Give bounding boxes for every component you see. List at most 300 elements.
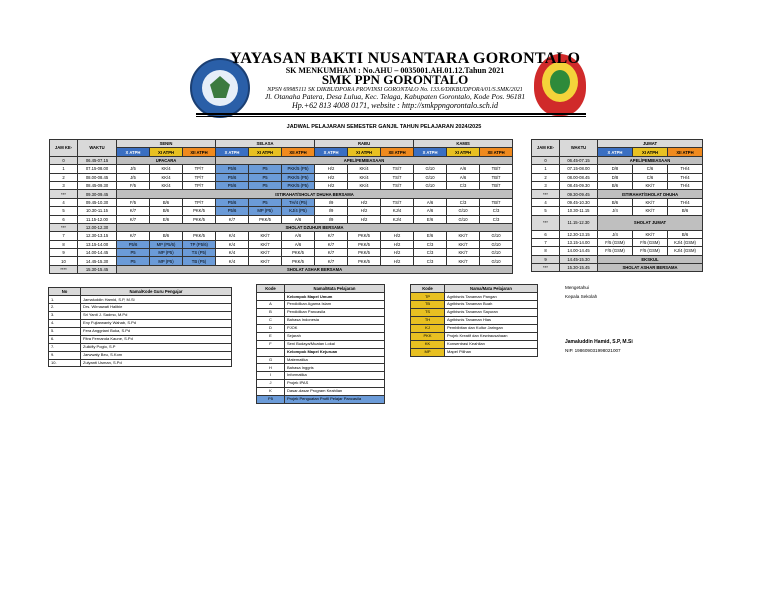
jam-cell: 4 — [532, 198, 560, 206]
teacher-number: 4. — [49, 320, 81, 328]
lesson-cell: H/2 — [381, 257, 414, 265]
schedule-row — [50, 165, 513, 173]
code-header: Kode — [257, 285, 285, 293]
class-header: XI ATPH — [150, 148, 183, 156]
lesson-cell: K/7 — [315, 232, 348, 240]
subject-code: KK — [411, 340, 445, 348]
subject-code: D — [257, 324, 285, 332]
lesson-cell: KK/4 — [348, 173, 381, 181]
lesson-cell: J/4 — [598, 207, 633, 215]
lesson-cell: MP (P5) — [249, 207, 282, 215]
jam-cell: 3 — [50, 181, 78, 189]
teacher-name: Drs. Wirnawati Halibie — [81, 304, 232, 312]
lesson-cell: P5 — [249, 181, 282, 189]
class-header: XI ATPH — [633, 148, 668, 156]
waktu-cell: 06.45-07.15 — [78, 156, 117, 164]
document-title: JADWAL PELAJARAN SEMESTER GANJIL TAHUN PELAJARAN 2024/2025 — [286, 124, 482, 130]
subject-name: Projek IPAS — [285, 380, 385, 388]
subject-name: Agribisnis Tanaman Sayuran — [445, 309, 538, 317]
lesson-cell: B/6 — [668, 207, 703, 215]
vocational-subject-table — [410, 284, 538, 357]
acknowledged-label: Mengetahui — [565, 285, 590, 290]
lesson-cell: TB/7 — [480, 181, 513, 189]
lesson-cell: TH/4 — [668, 181, 703, 189]
jam-cell: 6 — [50, 215, 78, 223]
lesson-cell: P5/6 — [117, 240, 150, 248]
subject-name: Projek Penguatan Profil Pelajar Pancasila — [285, 395, 385, 403]
lesson-cell: MP (P5/6) — [150, 240, 183, 248]
lesson-cell: TB (P5) — [183, 257, 216, 265]
lesson-cell: PKK/5 — [282, 257, 315, 265]
lesson-cell: MP (P5) — [150, 249, 183, 257]
lesson-cell: A/6 — [447, 173, 480, 181]
subject-code: J — [257, 380, 285, 388]
jam-cell: 5 — [50, 207, 78, 215]
schedule-row — [532, 165, 703, 173]
jam-cell: *** — [532, 215, 560, 230]
subject-code: C — [257, 317, 285, 325]
lesson-cell: A/6 — [282, 240, 315, 248]
lesson-cell: C/3 — [480, 215, 513, 223]
subject-row — [257, 388, 385, 396]
subject-name: Agribisnis Tanaman Buah — [445, 301, 538, 309]
jam-cell: *** — [532, 190, 560, 198]
subject-name: Sejarah — [285, 332, 385, 340]
schedule-row — [532, 190, 703, 198]
class-header: XI ATPH — [447, 148, 480, 156]
jam-cell: 8 — [532, 247, 560, 255]
subject-code: I — [257, 372, 285, 380]
day-header: JUMAT — [598, 140, 703, 148]
jam-cell: 0 — [532, 156, 560, 164]
lesson-cell: K/7 — [315, 257, 348, 265]
lesson-cell: H/2 — [381, 249, 414, 257]
waktu-cell: 11.15-12.00 — [78, 215, 117, 223]
teacher-number: 1. — [49, 296, 81, 304]
schedule-row — [532, 255, 703, 263]
subject-code: TH — [411, 317, 445, 325]
lesson-cell: B/6 — [150, 207, 183, 215]
jam-cell: 3 — [532, 181, 560, 189]
day-header: SELASA — [216, 140, 315, 148]
lesson-cell: B/6 — [150, 198, 183, 206]
lesson-cell: E/6 — [150, 215, 183, 223]
lesson-cell: P5 — [249, 198, 282, 206]
subject-name: Kelompok Mapel Umum — [285, 293, 385, 301]
school-address: Jl. Otanaha Patera, Desa Lulua, Kec. Telaga, Kabupaten Gorontalo, Kode Pos. 96181 — [264, 92, 526, 101]
lesson-cell: PKK/5 — [348, 257, 381, 265]
subject-row — [411, 317, 538, 325]
teacher-name: Fitra Fernanda Kaune, S.Pd — [81, 335, 232, 343]
lesson-cell: G/10 — [480, 232, 513, 240]
school-contact: Hp.+62 813 4008 0171, website : http://smkppngorontalo.sch.id — [292, 101, 498, 110]
schedule-row — [532, 156, 703, 164]
lesson-cell: P5/6 — [216, 181, 249, 189]
subject-code: G — [257, 356, 285, 364]
subject-group-row — [257, 293, 385, 301]
lesson-cell: H/2 — [315, 173, 348, 181]
teacher-number: 6. — [49, 335, 81, 343]
lesson-cell: P5 — [249, 165, 282, 173]
lesson-cell: H/2 — [348, 207, 381, 215]
lesson-cell: TH/4 — [668, 165, 703, 173]
waktu-cell: 12.30-13.15 — [560, 230, 598, 238]
lesson-cell: TP (P5/6) — [183, 240, 216, 248]
subject-code: F — [257, 340, 285, 348]
lesson-cell: G/10 — [414, 173, 447, 181]
waktu-cell: 07.15-08.00 — [560, 165, 598, 173]
teacher-number: 10. — [49, 359, 81, 367]
waktu-cell: 15.30-15.45 — [78, 265, 117, 273]
lesson-cell: TP/7 — [183, 181, 216, 189]
waktu-cell: 13.15-14.00 — [560, 238, 598, 246]
lesson-cell: C/3 — [447, 181, 480, 189]
no-header: No — [49, 288, 81, 296]
lesson-cell: K/4 — [216, 232, 249, 240]
lesson-cell: C/3 — [480, 207, 513, 215]
subject-row — [257, 395, 385, 403]
lesson-cell: KJ/4 (GSM) — [668, 247, 703, 255]
jam-cell: 2 — [50, 173, 78, 181]
jam-cell: 2 — [532, 173, 560, 181]
teacher-number: 9. — [49, 351, 81, 359]
waktu-cell: 14.00-14.45 — [560, 247, 598, 255]
subject-name: Bahasa Indonesia — [285, 317, 385, 325]
subject-row — [257, 372, 385, 380]
lesson-cell: TP/7 — [183, 198, 216, 206]
break-cell: SHOLAT ASHAR BERSAMA — [598, 264, 703, 272]
lesson-cell: PKK/5 — [282, 249, 315, 257]
jam-cell: 4 — [50, 198, 78, 206]
subject-name: Agribisnis Tanaman Hias — [445, 317, 538, 325]
lesson-cell: PKK/5 — [348, 240, 381, 248]
subject-name: Informatika — [285, 372, 385, 380]
teacher-name: Zulyanti Usman, S.Pd — [81, 359, 232, 367]
schedule-row — [50, 190, 513, 198]
jam-cell: 7 — [50, 232, 78, 240]
teacher-number: 7. — [49, 343, 81, 351]
subject-code: B — [257, 309, 285, 317]
lesson-cell: H/2 — [381, 240, 414, 248]
lesson-cell: KK/7 — [249, 240, 282, 248]
schedule-row — [532, 198, 703, 206]
waktu-cell: 07.15-08.00 — [78, 165, 117, 173]
lesson-cell: TH/4 — [668, 198, 703, 206]
waktu-cell: 06.45-07.15 — [560, 156, 598, 164]
jam-header: JAM KE- — [50, 140, 78, 157]
schedule-row — [50, 181, 513, 189]
waktu-cell: 12.00-12.30 — [78, 223, 117, 231]
lesson-cell: PKK/5 (P5) — [282, 165, 315, 173]
lesson-cell: K/4 — [216, 257, 249, 265]
lesson-cell: TH/4 (P5) — [282, 198, 315, 206]
teacher-name: Fera Anggriani Buka, S.Pd — [81, 327, 232, 335]
waktu-cell: 11.15-12.30 — [560, 215, 598, 230]
waktu-cell: 13.15-14.00 — [78, 240, 117, 248]
class-header: XII ATPH — [381, 148, 414, 156]
lesson-cell: F/5 (GSM) — [598, 247, 633, 255]
teacher-row — [49, 335, 232, 343]
teacher-name: Zulkifly Pogio, S.P — [81, 343, 232, 351]
subject-row — [257, 317, 385, 325]
lesson-cell: C/3 — [447, 198, 480, 206]
lesson-cell: K/7 — [117, 207, 150, 215]
code-header: Kode — [411, 285, 445, 293]
subject-name: Mapel Pilihan — [445, 348, 538, 356]
teacher-name: Jarwwaty Beu, S.Kom — [81, 351, 232, 359]
lesson-cell: KJ/4 (P5) — [282, 207, 315, 215]
lesson-cell: K/7 — [117, 232, 150, 240]
jam-cell: 7 — [532, 238, 560, 246]
lesson-cell: P5 — [117, 257, 150, 265]
break-cell: SHOLAT ASHAR BERSAMA — [117, 265, 513, 273]
waktu-cell: 10.30-11.15 — [78, 207, 117, 215]
jam-cell: **** — [50, 265, 78, 273]
subject-row — [257, 364, 385, 372]
subject-name: Matematika — [285, 356, 385, 364]
teacher-row — [49, 327, 232, 335]
class-header: X ATPH — [414, 148, 447, 156]
subject-name-header: Nama/Mata Pelajaran — [285, 285, 385, 293]
day-header: RABU — [315, 140, 414, 148]
teacher-row — [49, 304, 232, 312]
lesson-cell: I/9 — [315, 207, 348, 215]
subject-code: PKK — [411, 332, 445, 340]
jam-cell: 1 — [532, 165, 560, 173]
lesson-cell: TP/7 — [183, 173, 216, 181]
subject-row — [257, 309, 385, 317]
lesson-cell: PKK/5 — [348, 249, 381, 257]
jam-cell: 9 — [50, 249, 78, 257]
schedule-row — [50, 232, 513, 240]
waktu-cell: 12.30-13.15 — [78, 232, 117, 240]
weekly-schedule-table — [49, 139, 513, 274]
decree-number: SK MENKUMHAM : No.AHU – 0035001.AH.01.12.Tahun 2021 — [285, 66, 505, 75]
foundation-name: YAYASAN BAKTI NUSANTARA GORONTALO — [230, 50, 581, 67]
lesson-cell: KK/7 — [447, 240, 480, 248]
lesson-cell: PKK/5 — [183, 215, 216, 223]
schedule-row — [50, 257, 513, 265]
lesson-cell: F/5 — [117, 198, 150, 206]
subject-code: MP — [411, 348, 445, 356]
waktu-cell: 09.45-10.30 — [560, 198, 598, 206]
lesson-cell: KK/4 — [150, 173, 183, 181]
jam-cell: 9 — [532, 255, 560, 263]
waktu-cell: 14.45-15.30 — [560, 255, 598, 263]
subject-code: K — [257, 388, 285, 396]
waktu-header: WAKTU — [78, 140, 117, 157]
lesson-cell: KK/4 — [348, 165, 381, 173]
lesson-cell: F/5 — [117, 181, 150, 189]
teacher-number: 2. — [49, 304, 81, 312]
schedule-row — [50, 198, 513, 206]
schedule-row — [50, 215, 513, 223]
lesson-cell: G/10 — [480, 249, 513, 257]
jam-cell: 6 — [532, 230, 560, 238]
lesson-cell: D/8 — [598, 173, 633, 181]
lesson-cell: C/3 — [414, 257, 447, 265]
subject-code — [257, 293, 285, 301]
lesson-cell: G/10 — [480, 257, 513, 265]
jam-cell: *** — [50, 223, 78, 231]
subject-code: E — [257, 332, 285, 340]
schedule-row — [50, 249, 513, 257]
schedule-row — [50, 156, 513, 164]
jam-header: JAM KE- — [532, 140, 560, 157]
assembly-cell: APEL/PEMBIASAAN — [216, 156, 513, 164]
lesson-cell: TS/7 — [381, 173, 414, 181]
subject-code — [257, 348, 285, 356]
subject-row — [411, 324, 538, 332]
subject-row — [411, 348, 538, 356]
lesson-cell: K/4 — [216, 249, 249, 257]
jam-cell: *** — [50, 190, 78, 198]
lesson-cell: H/2 — [381, 232, 414, 240]
waktu-cell: 10.30-11.15 — [560, 207, 598, 215]
break-cell: SHOLAT DZUHUR BERSAMA — [117, 223, 513, 231]
lesson-cell: J/5 — [117, 173, 150, 181]
lesson-cell: TS/7 — [381, 165, 414, 173]
lesson-cell: G/10 — [447, 215, 480, 223]
class-header: X ATPH — [216, 148, 249, 156]
waktu-cell: 08.45-09.30 — [560, 181, 598, 189]
teacher-row — [49, 296, 232, 304]
lesson-cell: F/5 (GSM) — [598, 238, 633, 246]
lesson-cell: B/6 — [598, 198, 633, 206]
jam-cell: 5 — [532, 207, 560, 215]
lesson-cell: H/2 — [348, 198, 381, 206]
schedule-row — [532, 215, 703, 230]
lesson-cell: A/6 — [414, 198, 447, 206]
lesson-cell: K/7 — [315, 240, 348, 248]
teacher-row — [49, 343, 232, 351]
class-header: X ATPH — [315, 148, 348, 156]
schedule-row — [532, 173, 703, 181]
schedule-row — [50, 265, 513, 273]
lesson-cell: P5/6 — [216, 198, 249, 206]
lesson-cell: E/6 — [414, 215, 447, 223]
teacher-row — [49, 312, 232, 320]
subject-row — [257, 301, 385, 309]
lesson-cell: KK/7 — [447, 257, 480, 265]
class-header: X ATPH — [598, 148, 633, 156]
subject-name: Konsentrasi Keahlian — [445, 340, 538, 348]
lesson-cell: P5 — [117, 249, 150, 257]
waktu-cell: 15.30-15.45 — [560, 264, 598, 272]
lesson-cell: TB/7 — [480, 173, 513, 181]
teacher-number: 5. — [49, 327, 81, 335]
schedule-row — [532, 230, 703, 238]
lesson-cell: KJ/4 — [381, 207, 414, 215]
friday-schedule-table — [531, 139, 703, 272]
lesson-cell: KJ/4 — [381, 215, 414, 223]
subject-name: Pendidikan Agama Islam — [285, 301, 385, 309]
jam-cell: *** — [532, 264, 560, 272]
teacher-name-header: Nama/Kode Guru Pengajar — [81, 288, 232, 296]
lesson-cell: TP/7 — [183, 165, 216, 173]
subject-group-row — [257, 348, 385, 356]
waktu-cell: 08.00-08.45 — [560, 173, 598, 181]
subject-code: A — [257, 301, 285, 309]
principal-nip: NIP. 198609031998021007 — [565, 348, 621, 353]
waktu-cell: 09.30-09.45 — [560, 190, 598, 198]
lesson-cell: KK/7 — [633, 198, 668, 206]
subject-code: TP — [411, 293, 445, 301]
lesson-cell: J/5 — [117, 165, 150, 173]
subject-name: Bahasa Inggris — [285, 364, 385, 372]
class-header: XII ATPH — [668, 148, 703, 156]
lesson-cell: KK/7 — [633, 207, 668, 215]
class-header: X ATPH — [117, 148, 150, 156]
lesson-cell: KK/7 — [633, 181, 668, 189]
subject-row — [257, 356, 385, 364]
header-divider — [196, 113, 586, 117]
lesson-cell: PKK/5 — [348, 232, 381, 240]
subject-name: PJOK — [285, 324, 385, 332]
lesson-cell: I/9 — [315, 215, 348, 223]
lesson-cell: MP (P5) — [150, 257, 183, 265]
teacher-list-table — [48, 287, 232, 367]
lesson-cell: KK/4 — [150, 181, 183, 189]
break-cell: EKSKUL — [598, 255, 703, 263]
subject-row — [411, 301, 538, 309]
schedule-row — [532, 207, 703, 215]
class-header: XI ATPH — [348, 148, 381, 156]
class-header: XII ATPH — [282, 148, 315, 156]
lesson-cell: B/6 — [150, 232, 183, 240]
lesson-cell: A/6 — [447, 165, 480, 173]
subject-code: KJ — [411, 324, 445, 332]
lesson-cell: KK/7 — [447, 232, 480, 240]
lesson-cell: KK/7 — [447, 249, 480, 257]
lesson-cell: TS/7 — [381, 181, 414, 189]
lesson-cell: H/2 — [315, 165, 348, 173]
lesson-cell: A/6 — [414, 207, 447, 215]
lesson-cell: TS (P5) — [183, 249, 216, 257]
lesson-cell: KK/7 — [249, 232, 282, 240]
lesson-cell: KK/7 — [249, 249, 282, 257]
lesson-cell: K/7 — [117, 215, 150, 223]
class-header: XII ATPH — [480, 148, 513, 156]
subject-name: Pembibitan dan Kultur Jaringan — [445, 324, 538, 332]
subject-name: Projek Kreatif dan Kewirausahaan — [445, 332, 538, 340]
schedule-row — [532, 264, 703, 272]
waktu-cell: 09.45-10.30 — [78, 198, 117, 206]
subject-code: TB — [411, 301, 445, 309]
lesson-cell: K/4 — [216, 240, 249, 248]
lesson-cell: TB/7 — [480, 198, 513, 206]
lesson-cell: PKK/5 — [183, 207, 216, 215]
teacher-name: Jamaluddin Hamid, S.P, M.Si — [81, 296, 232, 304]
jam-cell: 10 — [50, 257, 78, 265]
lesson-cell: K/7 — [216, 215, 249, 223]
lesson-cell: G/10 — [447, 207, 480, 215]
lesson-cell: KJ/4 (GSM) — [668, 238, 703, 246]
teacher-name: Sri Yanti J. Sadmo, M.Pd — [81, 312, 232, 320]
class-header: XII ATPH — [183, 148, 216, 156]
lesson-cell: PKK/5 — [249, 215, 282, 223]
subject-name: Kelompok Mapel Kejuruan — [285, 348, 385, 356]
principal-title: Kepala Sekolah — [565, 294, 598, 299]
jam-cell: 1 — [50, 165, 78, 173]
ceremony-cell: UPACARA — [117, 156, 216, 164]
school-name: SMK PPN GORONTALO — [321, 72, 469, 87]
lesson-cell: D/8 — [598, 165, 633, 173]
class-header: XI ATPH — [249, 148, 282, 156]
license-number: NPSN 69985111 SK DIKBUDPORA PROVINSI GORONTALO No. 133.6/DIKBUDPORA/01/S.SMK/2021 — [267, 87, 523, 93]
lesson-cell: TS/7 — [381, 198, 414, 206]
teacher-number: 3. — [49, 312, 81, 320]
